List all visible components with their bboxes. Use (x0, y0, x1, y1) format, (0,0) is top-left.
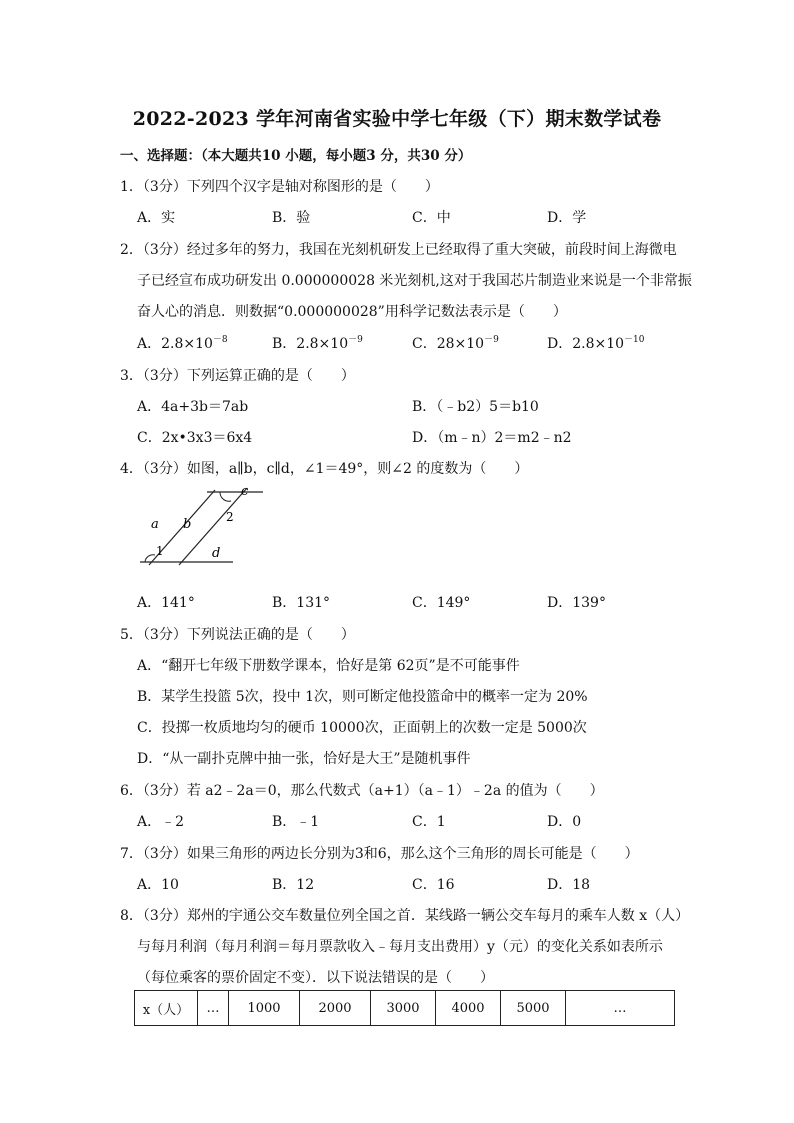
q6-option-b[interactable]: B．﹣1 (272, 814, 320, 830)
q2-option-d[interactable] (547, 333, 645, 353)
question-8-stem-line3: （每位乘客的票价固定不变）．以下说法错误的是（ ） (137, 970, 494, 986)
exam-title: 2022-2023 学年河南省实验中学七年级（下）期末数学试卷 (132, 108, 662, 130)
question-8-stem-line1: 8．（3分）郑州的宇通公交车数量位列全国之首．某线路一辆公交车每月的乘车人数 x（人） (120, 908, 690, 924)
angle-2-arc (220, 492, 231, 501)
q5-option-b[interactable]: B．某学生投篮 5次，投中 1次，则可断定他投篮命中的概率一定为 20% (137, 689, 588, 705)
table-cell: … (198, 991, 229, 1026)
q2-option-b-base: B．2.8×10 (272, 336, 349, 352)
q1-option-c[interactable]: C．中 (412, 210, 451, 226)
q5-option-a[interactable]: A．“翻开七年级下册数学课本，恰好是第 62页”是不可能事件 (137, 658, 520, 674)
table-cell: … (566, 991, 675, 1026)
q3-option-c[interactable]: C．2x•3x3＝6x4 (137, 430, 253, 446)
q5-option-d[interactable]: D．“从一副扑克牌中抽一张，恰好是大王”是随机事件 (137, 751, 471, 767)
q2-option-c-exponent: －9 (484, 335, 499, 345)
q4-option-a[interactable]: A．141° (137, 595, 195, 611)
q7-option-c[interactable]: C．16 (412, 877, 455, 893)
section-heading: 一、选择题：（本大题共10 小题，每小题3 分，共30 分） (120, 148, 472, 164)
question-5-stem: 5．（3分）下列说法正确的是（ ） (120, 627, 355, 643)
q8-data-table (134, 990, 675, 1026)
table-cell: 3000 (371, 991, 436, 1026)
q6-option-c[interactable]: C．1 (412, 814, 446, 830)
q1-option-d[interactable]: D．学 (547, 210, 587, 226)
q3-option-a[interactable]: A．4a+3b＝7ab (137, 399, 249, 415)
q2-option-a[interactable] (137, 333, 228, 353)
angle-1-arc (145, 555, 155, 562)
question-2-stem-line2: 子已经宣布成功研发出 0.000000028 米光刻机,这对于我国芯片制造业来说是一个非常振 (137, 273, 692, 289)
q7-option-d[interactable]: D．18 (547, 877, 591, 893)
table-cell: x（人） (135, 991, 198, 1026)
q2-option-b-exponent: －9 (348, 335, 363, 345)
question-7-stem: 7．（3分）如果三角形的两边长分别为3和6，那么这个三角形的周长可能是（ ） (120, 846, 639, 862)
parallel-lines-figure (135, 484, 270, 568)
label-a: a (151, 517, 159, 532)
q2-option-c-base: C．28×10 (412, 336, 485, 352)
q2-option-a-exponent: －8 (212, 335, 228, 345)
label-angle-1: 1 (156, 544, 164, 558)
q6-option-a[interactable]: A．﹣2 (137, 814, 185, 830)
q1-option-b[interactable]: B．验 (272, 210, 311, 226)
q2-option-a-base: A．2.8×10 (137, 336, 213, 352)
table-cell: 4000 (436, 991, 501, 1026)
question-1-stem: 1．（3分）下列四个汉字是轴对称图形的是（ ） (120, 179, 439, 195)
question-2-stem-line3: 奋人心的消息．则数据“0.000000028”用科学记数法表示是（ ） (137, 304, 567, 320)
q2-option-d-exponent: －10 (624, 335, 645, 345)
label-b: b (183, 517, 192, 532)
q4-option-c[interactable]: C．149° (412, 595, 471, 611)
q7-option-a[interactable]: A．10 (137, 877, 179, 893)
question-2-stem-line1: 2．（3分）经过多年的努力，我国在光刻机研发上已经取得了重大突破，前段时间上海微电 (120, 242, 677, 258)
q2-option-b[interactable] (272, 333, 363, 353)
question-4-stem: 4．（3分）如图，a∥b，c∥d，∠1＝49°，则∠2 的度数为（ ） (120, 461, 529, 477)
table-row (135, 991, 675, 1026)
table-cell: 2000 (300, 991, 371, 1026)
q1-option-a[interactable]: A．实 (137, 210, 176, 226)
q6-option-d[interactable]: D．0 (547, 814, 582, 830)
label-d: d (212, 546, 221, 561)
label-c: c (241, 484, 249, 499)
q2-option-c[interactable] (412, 333, 499, 353)
question-3-stem: 3．（3分）下列运算正确的是（ ） (120, 368, 355, 384)
table-cell: 5000 (501, 991, 566, 1026)
question-8-stem-line2: 与每月利润（每月利润＝每月票款收入﹣每月支出费用）y（元）的变化关系如表所示 (137, 939, 663, 955)
q3-option-b[interactable]: B．（﹣b2）5＝b10 (412, 399, 539, 415)
question-6-stem: 6．（3分）若 a2﹣2a＝0，那么代数式（a+1）（a﹣1）﹣2a 的值为（ ） (120, 783, 604, 799)
label-angle-2: 2 (226, 510, 234, 524)
table-cell: 1000 (229, 991, 300, 1026)
q7-option-b[interactable]: B．12 (272, 877, 315, 893)
q4-option-d[interactable]: D．139° (547, 595, 606, 611)
q2-option-d-base: D．2.8×10 (547, 336, 625, 352)
q3-option-d[interactable]: D．（m﹣n）2＝m2﹣n2 (412, 430, 572, 446)
q4-option-b[interactable]: B．131° (272, 595, 331, 611)
q5-option-c[interactable]: C．投掷一枚质地均匀的硬币 10000次，正面朝上的次数一定是 5000次 (137, 720, 587, 736)
